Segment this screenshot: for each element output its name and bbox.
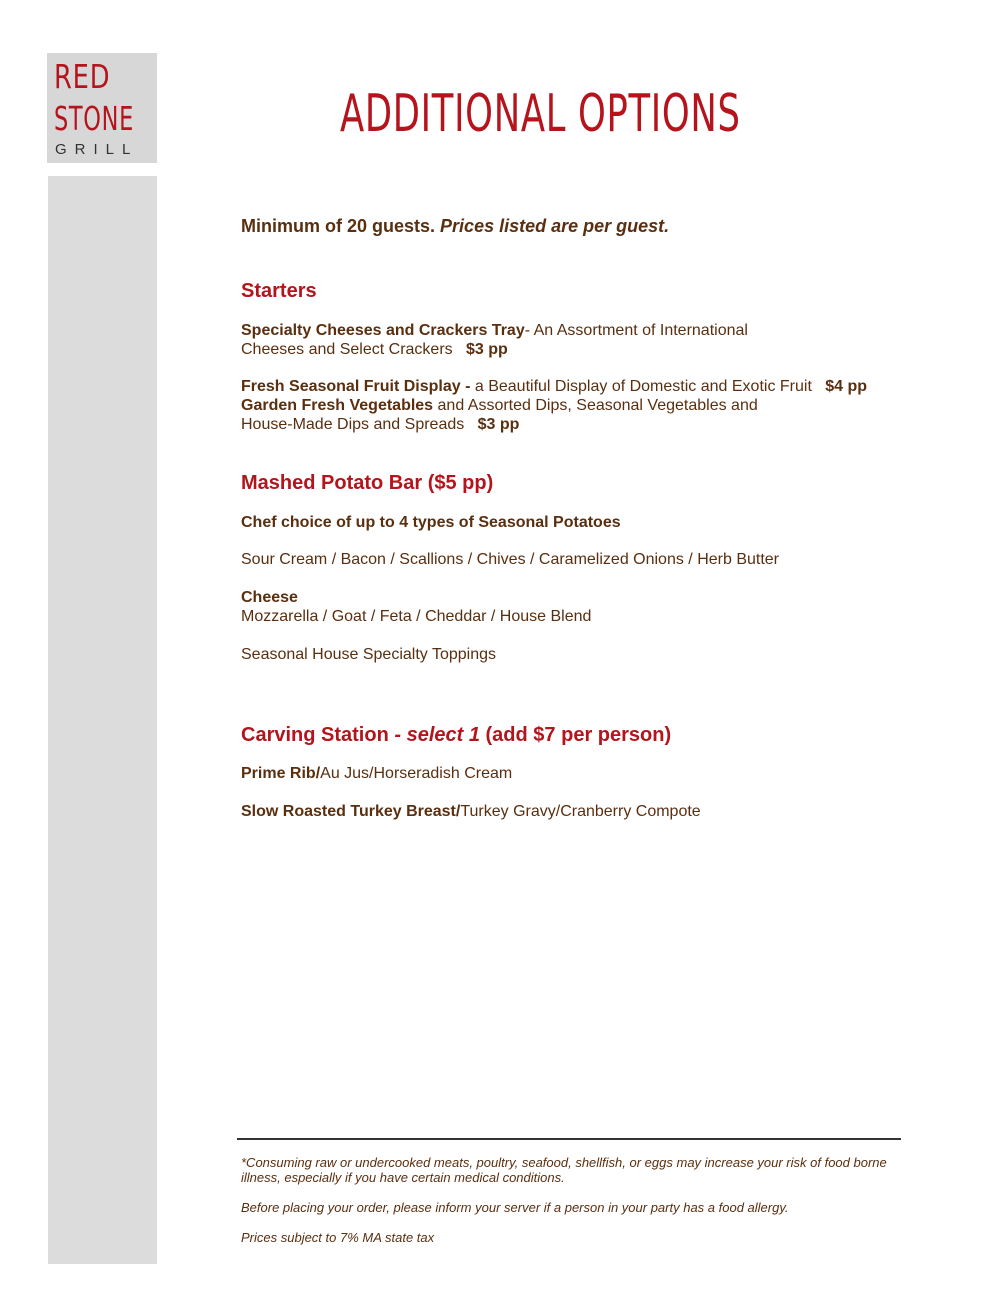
logo-word-grill: GRILL: [55, 141, 139, 158]
potato-cheese-list: Mozzarella / Goat / Feta / Cheddar / House Blend: [241, 608, 592, 625]
prime-rib-desc: Au Jus/Horseradish Cream: [320, 765, 513, 782]
potato-cheese-label: Cheese: [241, 589, 298, 606]
allergy-notice: Before placing your order, please inform your server if a person in your party has a food allergy.: [241, 1200, 789, 1215]
starters-heading: Starters: [241, 280, 317, 302]
cheese-tray-name: Specialty Cheeses and Crackers Tray: [241, 322, 525, 339]
food-safety-warning: *Consuming raw or undercooked meats, poultry, seafood, shellfish, or eggs may increase your risk of food borne illness, especially if you have certain medical conditions.: [241, 1155, 887, 1185]
cheese-tray-desc2: Cheeses and Select Crackers: [241, 341, 453, 358]
potato-chef-choice: Chef choice of up to 4 types of Seasonal Potatoes: [241, 514, 621, 531]
fruit-display-desc: a Beautiful Display of Domestic and Exotic Fruit: [470, 378, 812, 395]
intro-line: [241, 217, 669, 236]
vegetables-line1: [241, 396, 758, 415]
vegetables-price: $3 pp: [477, 416, 520, 433]
footer-divider: [237, 1138, 901, 1140]
logo-word-red: RED: [54, 57, 111, 96]
potato-toppings: Sour Cream / Bacon / Scallions / Chives / Caramelized Onions / Herb Butter: [241, 551, 779, 568]
carving-heading-select: - select 1: [394, 724, 480, 746]
sidebar-decoration: [48, 176, 157, 1264]
turkey-breast-desc: Turkey Gravy/Cranberry Compote: [460, 803, 701, 820]
logo-word-stone: STONE: [54, 99, 134, 138]
cheese-tray-desc1: - An Assortment of International: [524, 322, 748, 339]
cheese-tray-line1: [241, 321, 748, 340]
carving-heading-price: (add $7 per person): [479, 724, 672, 746]
carving-heading-start: Carving Station: [241, 724, 395, 746]
turkey-breast-line: [241, 802, 701, 821]
vegetables-name: Garden Fresh Vegetables: [241, 397, 434, 414]
potato-bar-heading: Mashed Potato Bar ($5 pp): [241, 472, 494, 494]
vegetables-desc2: House-Made Dips and Spreads: [241, 416, 465, 433]
intro-minimum: Minimum of 20 guests.: [241, 216, 436, 236]
cheese-tray-price: $3 pp: [466, 341, 508, 358]
prime-rib-name: Prime Rib/: [241, 765, 321, 782]
carving-station-heading: [241, 724, 671, 747]
prime-rib-line: [241, 764, 512, 783]
cheese-tray-line2: [241, 340, 508, 359]
fruit-display-price: $4 pp: [825, 378, 868, 395]
potato-seasonal-toppings: Seasonal House Specialty Toppings: [241, 646, 496, 663]
vegetables-line2: [241, 415, 519, 434]
vegetables-desc1: and Assorted Dips, Seasonal Vegetables and: [433, 397, 758, 414]
fruit-display-line: [241, 377, 867, 396]
page-title: ADDITIONAL OPTIONS: [340, 84, 741, 144]
tax-notice: Prices subject to 7% MA state tax: [241, 1230, 435, 1245]
fruit-display-name: Fresh Seasonal Fruit Display -: [241, 378, 471, 395]
turkey-breast-name: Slow Roasted Turkey Breast/: [241, 803, 461, 820]
intro-pricing-note: Prices listed are per guest.: [440, 216, 670, 236]
restaurant-logo: [47, 53, 157, 163]
